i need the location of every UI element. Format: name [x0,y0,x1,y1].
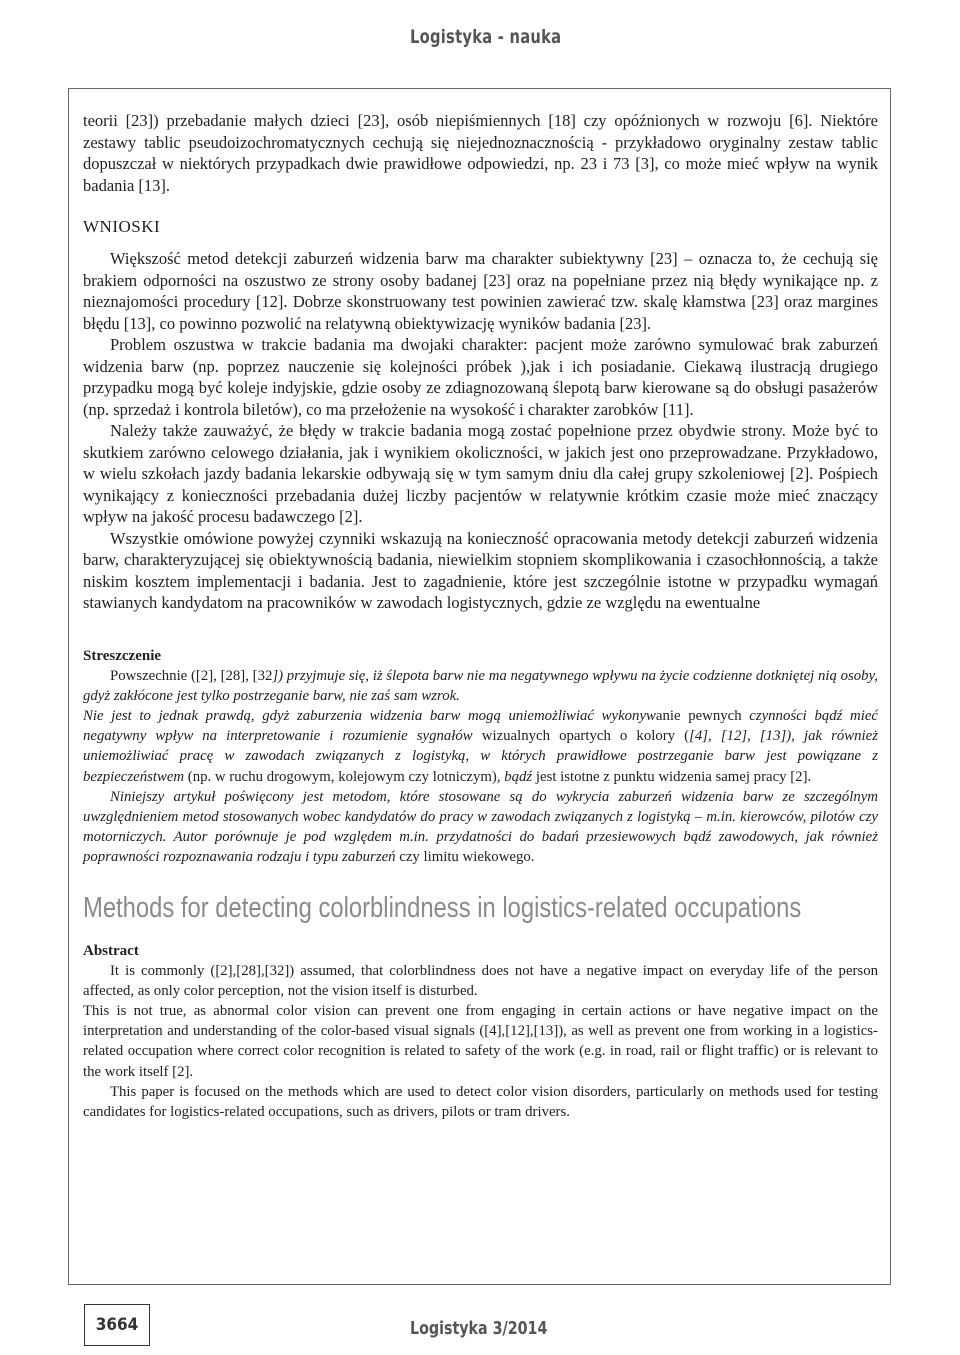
page-number-box [84,1304,150,1346]
abstract-heading: Abstract [83,942,139,959]
journal-issue-footer: Logistyka 3/2014 [410,1318,548,1339]
conclusions-paragraph-4: Wszystkie omówione powyżej czynniki wskazują na konieczność opracowania metody detekcji zaburzeń widzenia barw, charakteryzującej się obiektywnością badania, niewielkim stopniem skomplikowania i czasochłonnością, a także niskim kosztem implementacji i badania. Jest to zagadnienie, które jest szczególnie istotne w przypadku wymagań stawianych kandydatom na pracowników w zawodach logistycznych, gdzie ze względu na ewentualne [83,528,878,612]
conclusions-paragraph-1: Większość metod detekcji zaburzeń widzenia barw ma charakter subiektywny [23] – oznacza to, że cechują się brakiem odporności na oszustwo ze strony osoby badanej [23] oraz na popełniane przez nią błędy wynikające np. z nieznajomości procedury [12]. Dobrze skonstruowany test powinien zawierać tzw. skalę kłamstwa [23] oraz margines błędu [13], co powinno pozwolić na relatywną obiektywizację wyników badania [23]. [83,249,878,333]
abstract-paragraph-3: This paper is focused on the methods which are used to detect color vision disorders, particularly on methods used for testing candidates for logistics-related occupations, such as drivers, pilots or tram drivers. [83,1083,878,1120]
page-number: 3664 [95,1315,139,1335]
english-title: Methods for detecting colorblindness in logistics-related occupations [83,891,802,924]
streszczenie-paragraph-2: Nie jest to jednak prawdą, gdyż zaburzenia widzenia barw mogą uniemożliwiać wykonywanie pewnych czynności bądź mieć negatywny wpływ na interpretowanie i rozumienie sygnałów wizualnych opartych o kolory ([4], [12], [13]), jak również uniemożliwiać pracę w zawodach związanych z logistyką, w których prawidłowe postrzeganie barw jest powiązane z bezpieczeństwem (np. w ruchu drogowym, kolejowym czy lotniczym), bądź jest istotne z punktu widzenia samej pracy [2]. [83,707,878,785]
streszczenie-paragraph-1: Powszechnie ([2], [28], [32]) przyjmuje się, iż ślepota barw nie ma negatywnego wpływu na życie codzienne dotkniętej nią osoby, gdyż zakłócone jest tylko postrzeganie barw, nie zaś sam wzrok. [83,667,879,704]
abstract-paragraph-2: This is not true, as abnormal color vision can prevent one from engaging in certain actions or have negative impact on the interpretation and understanding of the color-based visual signals ([4],[12],[13]), as well as prevent one from working in a logistics-related occupation where correct color recognition is related to safety of the work (e.g. in road, rail or flight traffic) or is relevant to the work itself [2]. [83,1002,878,1080]
article-content [83,110,878,1122]
intro-paragraph: teorii [23]) przebadanie małych dzieci [23], osób niepiśmiennych [18] czy opóźnionych w rozwoju [6]. Niektóre zestawy tablic pseudoizochromatycznych cechują się niejednoznacznością - przykładowo oryginalny zestaw tablic dopuszczał w niektórych przypadkach dwie prawidłowe odpowiedzi, np. 23 i 73 [3], co może mieć wpływ na wynik badania [13]. [83,111,878,195]
streszczenie-heading: Streszczenie [83,647,162,664]
conclusions-paragraph-3: Należy także zauważyć, że błędy w trakcie badania mogą zostać popełnione przez obydwie strony. Może być to skutkiem zarówno celowego działania, jak i wynikiem okoliczności, w jakich jest ono przeprowadzane. Przykładowo, w wielu szkołach jazdy badania lekarskie odbywają się w tym samym dniu dla całej grupy szkoleniowej [2]. Pośpiech wynikający z konieczności przebadania dużej liczby pacjentów w relatywnie krótkim czasie może mieć znaczący wpływ na jakość procesu badawczego [2]. [83,421,878,526]
section-heading-wnioski: WNIOSKI [83,217,161,236]
abstract-paragraph-1: It is commonly ([2],[28],[32]) assumed, that colorblindness does not have a negative impact on everyday life of the person affected, as only color perception, not the vision itself is disturbed. [83,962,878,999]
conclusions-paragraph-2: Problem oszustwa w trakcie badania ma dwojaki charakter: pacjent może zarówno symulować brak zaburzeń widzenia barw (np. poprzez nauczenie się kolejności próbek ),jak i ich posiadanie. Ciekawą ilustracją drugiego przypadku mogą być koleje indyjskie, gdzie osoby ze zdiagnozowaną ślepotą barw kierowane są do obsługi pasażerów (np. sprzedaż i kontrola biletów), co ma przełożenie na wysokość i charakter zarobków [11]. [83,335,878,419]
journal-section-header: Logistyka - nauka [410,26,562,48]
streszczenie-paragraph-3: Niniejszy artykuł poświęcony jest metodom, które stosowane są do wykrycia zaburzeń widzenia barw ze szczególnym uwzględnieniem metod stosowanych wobec kandydatów do pracy w zawodach związanych z logistyką – m.in. kierowców, pilotów czy motorniczych. Autor porównuje je pod względem m.in. przydatności do badań przesiewowych bądź zawodowych, jak również poprawności rozpoznawania rodzaju i typu zaburzeń czy limitu wiekowego. [83,788,878,866]
